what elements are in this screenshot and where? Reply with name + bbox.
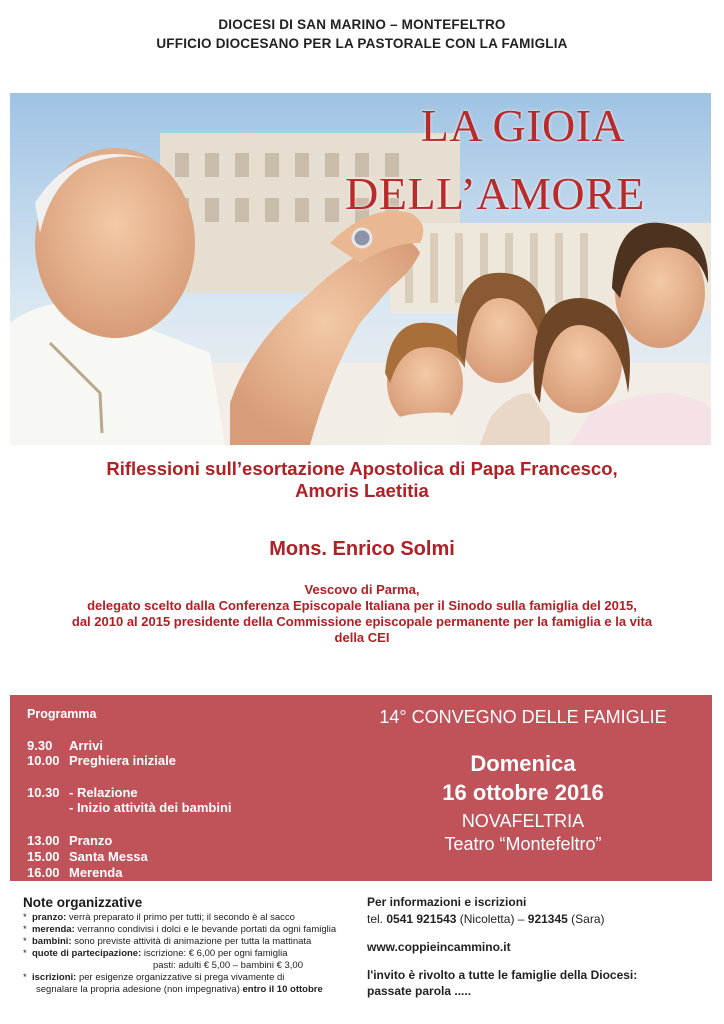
diocese-name: DIOCESI DI SAN MARINO – MONTEFELTRO (218, 17, 506, 32)
note-item (23, 948, 288, 959)
notes-heading: Note organizzative (23, 895, 143, 910)
program-activity: Merenda (69, 865, 123, 880)
note-label: quote di partecipazione: (31, 948, 142, 959)
note-item (36, 984, 323, 995)
contact-name-2: (Sara) (567, 912, 605, 926)
program-item (27, 849, 148, 864)
program-time: 10.00 (27, 753, 60, 768)
program-activity: - Relazione (69, 785, 138, 800)
contact-name-1: (Nicoletta) (456, 912, 515, 926)
program-item (27, 833, 113, 848)
contact-heading: Per informazioni e iscrizioni (367, 895, 527, 909)
phone-separator: – (514, 912, 528, 926)
speaker-name: Mons. Enrico Solmi (269, 538, 455, 560)
program-activity: Santa Messa (69, 849, 148, 864)
note-bullet: * (23, 948, 27, 959)
note-item (23, 972, 284, 983)
event-venue: Teatro “Montefeltro” (444, 834, 602, 854)
program-activity: Preghiera iniziale (69, 753, 176, 768)
website-link[interactable]: www.coppieincammino.it (367, 940, 511, 954)
note-text: per esigenze organizzative si prega vivamente di (76, 972, 285, 983)
note-label: bambini: (31, 936, 72, 947)
note-deadline: entro il 10 ottobre (242, 984, 323, 995)
event-town: NOVAFELTRIA (461, 811, 585, 831)
note-item (23, 936, 311, 947)
event-name: 14° CONVEGNO DELLE FAMIGLIE (379, 707, 667, 727)
program-item (27, 785, 138, 800)
speaker-bio-line: Vescovo di Parma, (304, 582, 420, 597)
phone-2[interactable]: 921345 (527, 912, 568, 926)
note-bullet: * (23, 936, 27, 947)
speaker-bio-line: delegato scelto dalla Conferenza Episcopale Italiana per il Sinodo sulla famiglia del 2015, (87, 598, 637, 613)
note-text: verranno condivisi i dolci e le bevande portati da ogni famiglia (74, 924, 337, 935)
office-name: UFFICIO DIOCESANO PER LA PASTORALE CON LA FAMIGLIA (156, 36, 568, 51)
program-activity: - Inizio attività dei bambini (69, 800, 232, 815)
note-bullet: * (23, 924, 27, 935)
program-heading: Programma (27, 707, 97, 721)
title-line-1: LA GIOIA (420, 100, 626, 151)
subtitle-line-1: Riflessioni sull’esortazione Apostolica di Papa Francesco, (106, 458, 618, 479)
invite-line-2: passate parola ..... (367, 984, 472, 998)
title-line-2: DELL’AMORE (345, 168, 645, 219)
invite-line-1: l'invito è rivolto a tutte le famiglie della Diocesi: (367, 968, 638, 982)
program-activity: Pranzo (69, 833, 113, 848)
subtitle-line-2: Amoris Laetitia (295, 480, 429, 501)
program-time: 15.00 (27, 849, 60, 864)
program-item (27, 865, 123, 880)
program-time: 10.30 (27, 785, 60, 800)
program-time: 9.30 (27, 738, 53, 753)
event-date: 16 ottobre 2016 (442, 780, 604, 805)
note-item (153, 960, 303, 971)
note-text: iscrizione: € 6,00 per ogni famiglia (141, 948, 288, 959)
note-item (23, 912, 295, 923)
note-label: iscrizioni: (31, 972, 77, 983)
note-bullet: * (23, 972, 27, 983)
speaker-bio-line: della CEI (334, 630, 390, 645)
contact-phones (367, 912, 605, 926)
note-label: merenda: (31, 924, 75, 935)
note-bullet: * (23, 912, 27, 923)
note-text: pasti: adulti € 5,00 – bambini € 3,00 (153, 960, 303, 971)
note-label: pranzo: (31, 912, 67, 923)
note-text: verrà preparato il primo per tutti; il secondo è al sacco (66, 912, 295, 923)
event-day: Domenica (470, 751, 576, 776)
tel-prefix: tel. (367, 912, 387, 926)
program-time: 13.00 (27, 833, 60, 848)
program-item (27, 753, 176, 768)
note-text: segnalare la propria adesione (non impegnativa) (36, 984, 243, 995)
program-item (27, 738, 103, 753)
note-text: sono previste attività di animazione per tutta la mattinata (71, 936, 312, 947)
speaker-bio-line: dal 2010 al 2015 presidente della Commissione episcopale permanente per la famiglia e la vita (71, 614, 653, 629)
program-time: 16.00 (27, 865, 60, 880)
phone-1[interactable]: 0541 921543 (386, 912, 457, 926)
note-item (23, 924, 336, 935)
program-activity: Arrivi (69, 738, 103, 753)
